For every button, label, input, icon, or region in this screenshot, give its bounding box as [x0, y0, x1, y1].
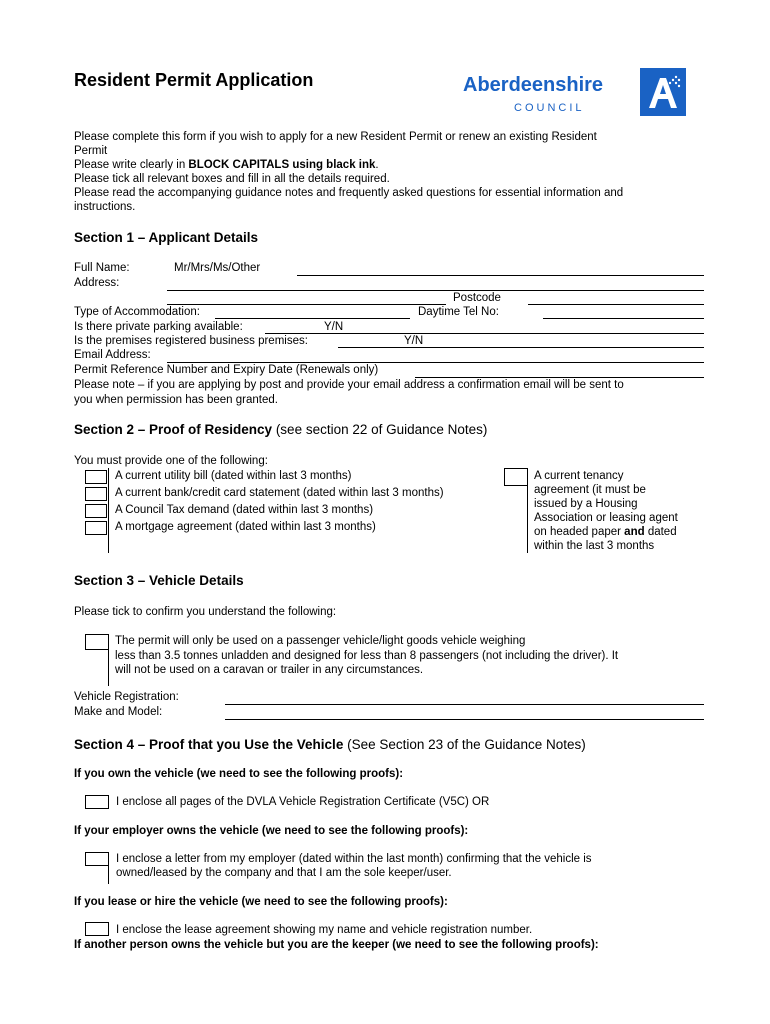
section-2-heading — [74, 422, 487, 437]
address-label: Address: — [74, 277, 120, 289]
accommodation-label: Type of Accommodation: — [74, 306, 200, 318]
make-model-label: Make and Model: — [74, 706, 163, 718]
bank-statement-checkbox[interactable] — [85, 487, 107, 501]
intro-text: Please write clearly in — [74, 159, 189, 171]
note-line-1: Please note – if you are applying by post and provide your email address a confirmation email will be sent to — [74, 379, 624, 391]
vehicle-confirm-text: less than 3.5 tonnes unladden and designed for less than 8 passengers (not including the driver). It — [115, 650, 619, 662]
tenancy-part: on headed paper — [534, 526, 625, 538]
own-vehicle-heading: If you own the vehicle (we need to see the following proofs): — [74, 768, 404, 780]
daytime-tel-field[interactable] — [543, 318, 704, 319]
business-label: Is the premises registered business premises: — [74, 335, 308, 347]
tenancy-text: agreement (it must be — [534, 484, 646, 496]
title-options: Mr/Mrs/Ms/Other — [174, 262, 261, 274]
section-4-title: Section 4 – Proof that you Use the Vehicle — [74, 737, 344, 752]
employer-letter-checkbox[interactable] — [85, 852, 109, 866]
tenancy-text: Association or leasing agent — [534, 512, 678, 524]
business-field[interactable] — [338, 347, 704, 348]
business-yn: Y/N — [404, 335, 424, 347]
checkbox-divider — [108, 468, 109, 553]
v5c-checkbox[interactable] — [85, 795, 109, 809]
vehicle-reg-field[interactable] — [225, 704, 704, 705]
intro-line-1b: Permit — [74, 145, 108, 157]
parking-label: Is there private parking available: — [74, 321, 243, 333]
another-owner-heading: If another person owns the vehicle but you are the keeper (we need to see the following proofs): — [74, 939, 599, 951]
intro-line-4: Please read the accompanying guidance notes and frequently asked questions for essential information and — [74, 187, 624, 199]
parking-yn: Y/N — [324, 321, 344, 333]
intro-emphasis: BLOCK CAPITALS using black ink — [188, 159, 376, 171]
logo-a-icon — [640, 68, 686, 116]
vehicle-confirm-text: The permit will only be used on a passenger vehicle/light goods vehicle weighing — [115, 635, 526, 647]
utility-bill-checkbox[interactable] — [85, 470, 107, 484]
intro-line-1: Please complete this form if you wish to apply for a new Resident Permit or renew an existing Resident — [74, 131, 597, 143]
council-tax-checkbox[interactable] — [85, 504, 107, 518]
v5c-text: I enclose all pages of the DVLA Vehicle Registration Certificate (V5C) OR — [116, 796, 490, 808]
lease-checkbox[interactable] — [85, 922, 109, 936]
vehicle-divider — [108, 634, 109, 686]
residency-intro: You must provide one of the following: — [74, 455, 268, 467]
email-label: Email Address: — [74, 349, 151, 361]
section-1-heading: Section 1 – Applicant Details — [74, 230, 259, 245]
full-name-field[interactable] — [297, 275, 704, 276]
permit-ref-field[interactable] — [415, 377, 704, 378]
residency-option: A mortgage agreement (dated within last 3 months) — [115, 521, 376, 533]
employer-heading: If your employer owns the vehicle (we need to see the following proofs): — [74, 825, 469, 837]
tenancy-text: issued by a Housing — [534, 498, 638, 510]
lease-heading: If you lease or hire the vehicle (we need to see the following proofs): — [74, 896, 448, 908]
note-line-2: you when permission has been granted. — [74, 394, 278, 406]
address-field-1[interactable] — [167, 290, 704, 291]
employer-divider — [108, 852, 109, 884]
intro-line-3: Please tick all relevant boxes and fill in all the details required. — [74, 173, 390, 185]
section-3-heading: Section 3 – Vehicle Details — [74, 573, 244, 588]
vehicle-confirm-text: will not be used on a caravan or trailer in any circumstances. — [115, 664, 424, 676]
permit-ref-label: Permit Reference Number and Expiry Date (Renewals only) — [74, 364, 379, 376]
tenancy-text: A current tenancy — [534, 470, 624, 482]
intro-text: . — [375, 159, 379, 171]
tenancy-part: dated — [644, 526, 677, 538]
accommodation-field[interactable] — [215, 318, 410, 319]
tenancy-emphasis: and — [624, 526, 645, 538]
tenancy-text — [534, 526, 677, 538]
employer-text: I enclose a letter from my employer (dated within the last month) confirming that the vehicle is — [116, 853, 592, 865]
employer-text: owned/leased by the company and that I am the sole keeper/user. — [116, 867, 452, 879]
residency-option: A current utility bill (dated within last 3 months) — [115, 470, 352, 482]
residency-option: A Council Tax demand (dated within last 3 months) — [115, 504, 374, 516]
vehicle-reg-label: Vehicle Registration: — [74, 691, 179, 703]
logo-name: Aberdeenshire — [463, 74, 604, 96]
daytime-tel-label: Daytime Tel No: — [418, 306, 499, 318]
council-logo — [463, 68, 688, 118]
postcode-label: Postcode — [453, 292, 501, 304]
tenancy-checkbox[interactable] — [504, 468, 528, 486]
full-name-label: Full Name: — [74, 262, 130, 274]
parking-field[interactable] — [265, 333, 352, 334]
mortgage-checkbox[interactable] — [85, 521, 107, 535]
section-2-note: (see section 22 of Guidance Notes) — [272, 422, 488, 437]
lease-text: I enclose the lease agreement showing my name and vehicle registration number. — [116, 924, 533, 936]
page-title: Resident Permit Application — [74, 70, 314, 90]
section-2-title: Section 2 – Proof of Residency — [74, 422, 273, 437]
section-4-note: (See Section 23 of the Guidance Notes) — [343, 737, 586, 752]
postcode-field[interactable] — [528, 304, 704, 305]
residency-option: A current bank/credit card statement (dated within last 3 months) — [115, 487, 444, 499]
vehicle-confirm-checkbox[interactable] — [85, 634, 109, 650]
tenancy-divider — [527, 468, 528, 553]
intro-line-2 — [74, 159, 379, 171]
email-field[interactable] — [167, 362, 704, 363]
make-model-field[interactable] — [225, 719, 704, 720]
logo-sub: COUNCIL — [514, 102, 585, 114]
tenancy-text: within the last 3 months — [534, 540, 655, 552]
parking-rest-line — [352, 333, 704, 334]
intro-line-4b: instructions. — [74, 201, 136, 213]
vehicle-intro: Please tick to confirm you understand the following: — [74, 606, 337, 618]
section-4-heading — [74, 737, 586, 752]
address-field-2[interactable] — [167, 304, 446, 305]
